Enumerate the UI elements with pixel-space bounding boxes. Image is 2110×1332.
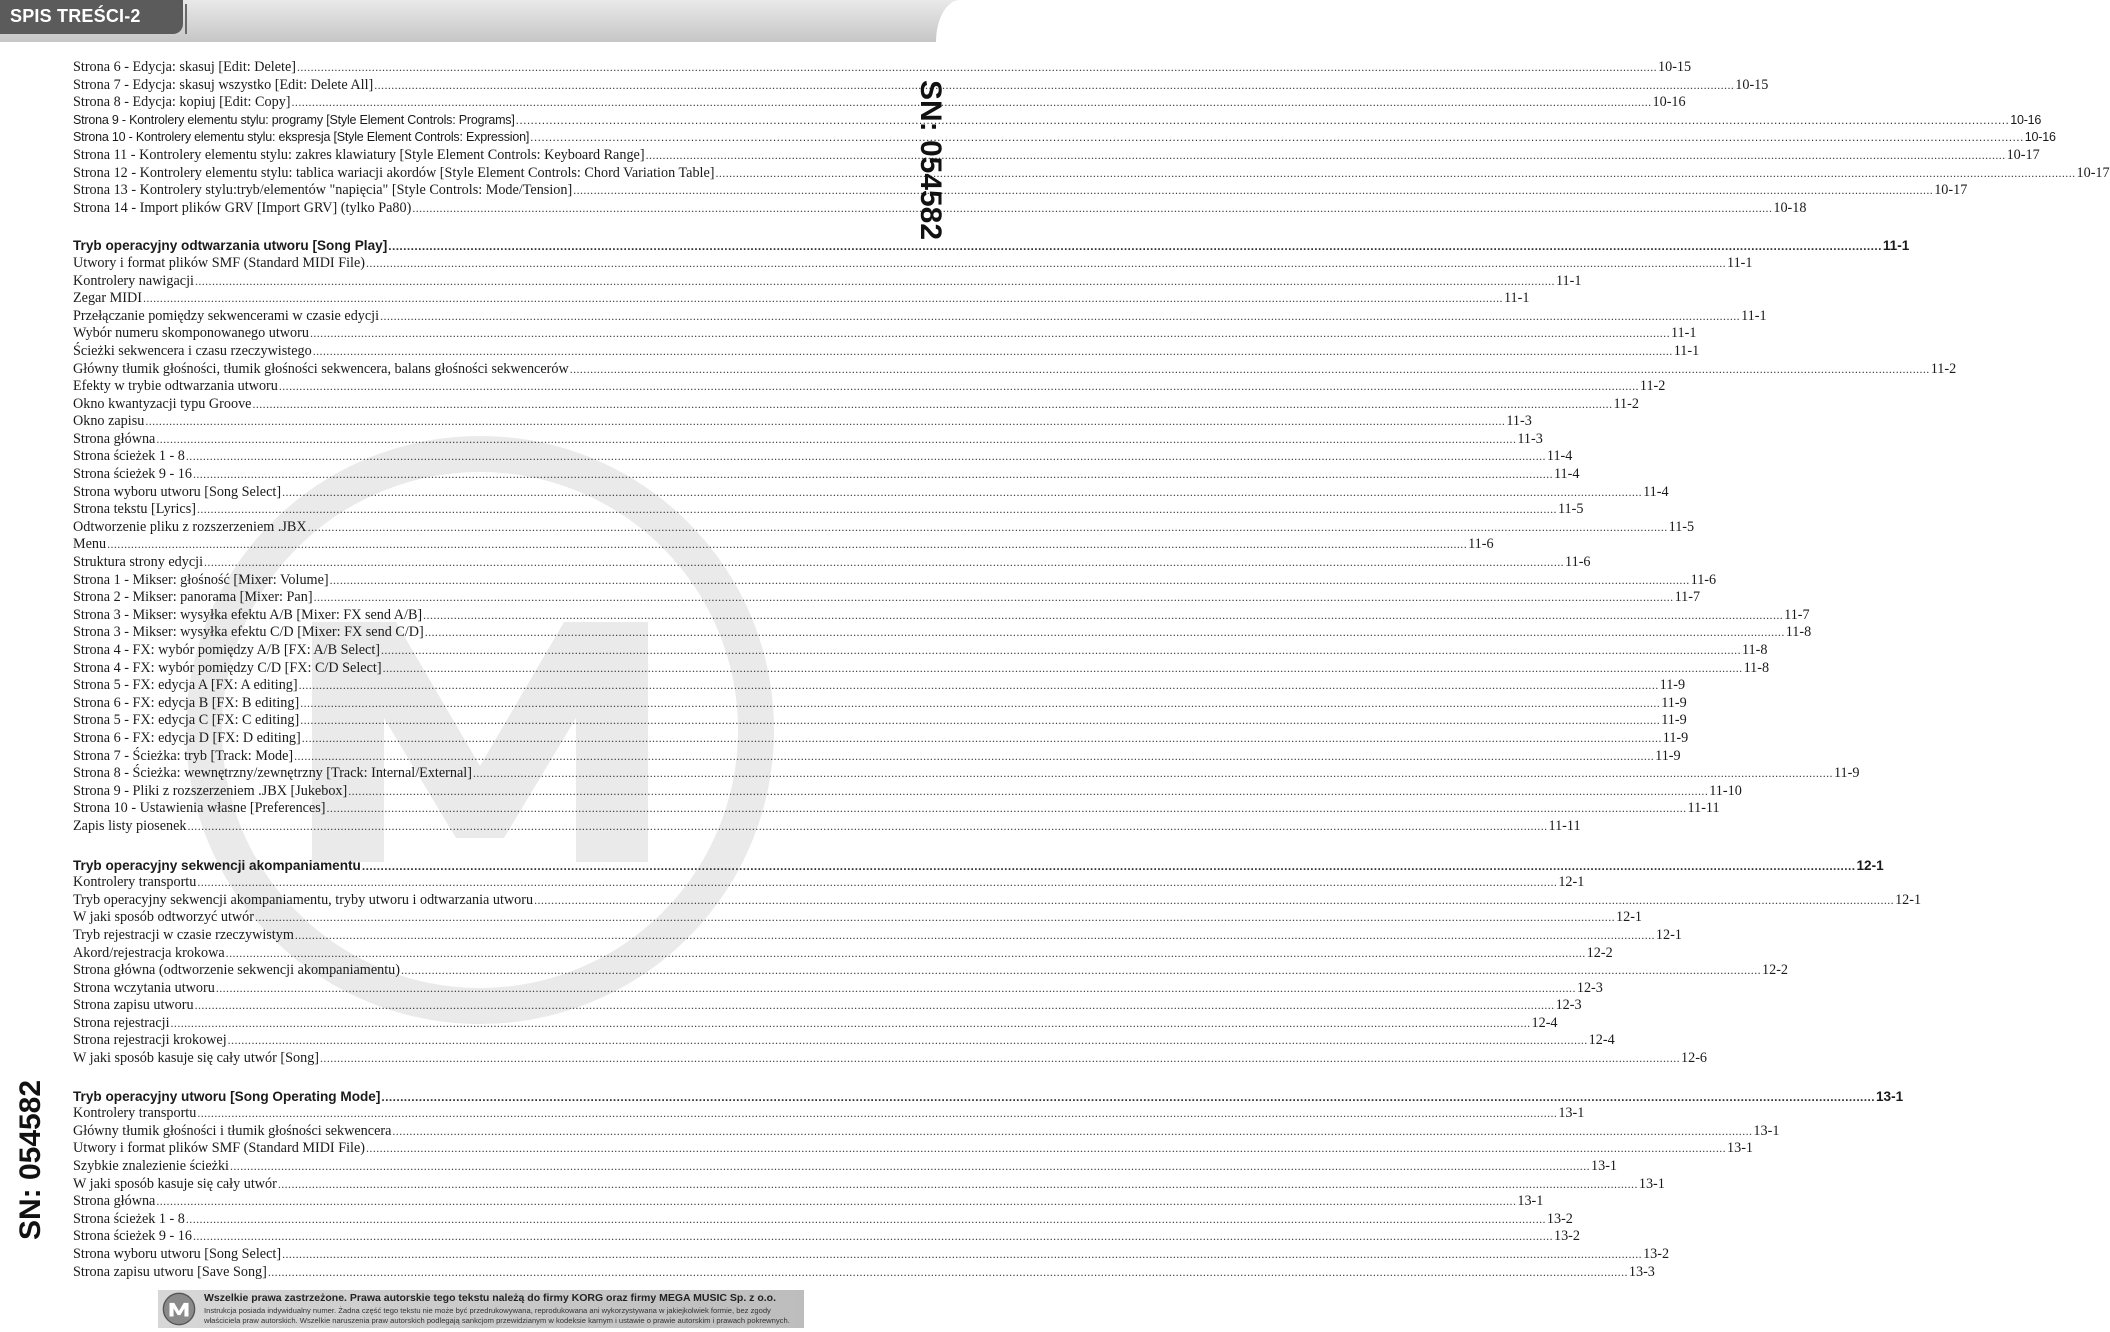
toc-page-number: 11-1	[1503, 290, 1530, 307]
toc-dot-leader: ................................................................................................................................................................................................................................................................................................................................................................................................................	[294, 927, 1655, 942]
toc-page-number: 13-1	[1727, 1140, 1754, 1157]
toc-page-number: 10-16	[2024, 130, 2056, 145]
toc-entry-title: Strona 2 - Mikser: panorama [Mixer: Pan]	[73, 589, 313, 606]
toc-entry	[73, 430, 1543, 449]
toc-entry-title: Strona ścieżek 9 - 16	[73, 1228, 192, 1245]
toc-page-number: 11-4	[1553, 466, 1580, 483]
toc-page-number: 10-17	[2006, 146, 2040, 163]
toc-entry-title: Przełączanie pomiędzy sekwencerami w czasie edycji	[73, 307, 380, 324]
toc-entry-title: Strona 6 - Edycja: skasuj [Edit: Delete]	[73, 59, 296, 75]
toc-entry-title: Zapis listy piosenek	[73, 817, 187, 834]
toc-dot-leader: ................................................................................................................................................................................................................................................................................................................................................................................................................	[278, 379, 1639, 394]
toc-entry-title: Główny tłumik głośności i tłumik głośności sekwencera	[73, 1122, 392, 1139]
toc-page-number: 11-4	[1643, 483, 1669, 500]
toc-entry-title: Tryb operacyjny sekwencji akompaniamentu, tryby utworu i odtwarzania utworu	[73, 891, 534, 908]
toc-dot-leader: ................................................................................................................................................................................................................................................................................................................................................................................................................	[192, 467, 1553, 482]
page-title: SPIS TREŚCI-2	[10, 6, 141, 26]
toc-page-number: 10-17	[1934, 182, 1968, 199]
toc-entry-title: Strona 4 - FX: wybór pomiędzy A/B [FX: A/B Select]	[73, 642, 380, 658]
toc-page-number: 12-6	[1681, 1050, 1708, 1067]
toc-page-number: 11-7	[1784, 606, 1810, 623]
toc-section-heading	[73, 237, 1910, 255]
toc-entry-title: Strona 3 - Mikser: wysyłka efektu A/B [Mixer: FX send A/B]	[73, 606, 423, 623]
footer-copyright-line: Wszelkie prawa zastrzeżone. Prawa autorskie tego tekstu należą do firmy KORG oraz firmy MEGA MUSIC Sp. z o.o.	[204, 1292, 776, 1304]
toc-entry	[73, 624, 1812, 642]
toc-dot-leader: ................................................................................................................................................................................................................................................................................................................................................................................................................	[300, 695, 1661, 710]
toc-page-number: 13-3	[1628, 1263, 1655, 1280]
toc-dot-leader: ................................................................................................................................................................................................................................................................................................................................................................................................................	[194, 998, 1555, 1013]
toc-entry-title: Kontrolery transportu	[73, 874, 197, 891]
serial-number-left: SN: 054582	[14, 1079, 47, 1241]
toc-entry	[73, 571, 1717, 590]
toc-entry	[73, 164, 2110, 183]
toc-entry	[73, 1122, 1780, 1141]
toc-entry	[73, 1032, 1615, 1050]
toc-entry	[73, 290, 1530, 308]
toc-entry	[73, 765, 1860, 783]
toc-dot-leader: ................................................................................................................................................................................................................................................................................................................................................................................................................	[107, 537, 1468, 552]
toc-dot-leader: ................................................................................................................................................................................................................................................................................................................................................................................................................	[374, 77, 1735, 92]
toc-entry-title: Wybór numeru skomponowanego utworu	[73, 325, 309, 342]
toc-entry-title: Strona główna (odtworzenie sekwencji akompaniamentu)	[73, 962, 400, 979]
toc-entry-title: Strona zapisu utworu [Save Song]	[73, 1263, 267, 1280]
toc-dot-leader: ................................................................................................................................................................................................................................................................................................................................................................................................................	[282, 484, 1643, 499]
toc-entry	[73, 254, 1753, 273]
toc-entry-title: W jaki sposób kasuje się cały utwór	[73, 1175, 277, 1192]
toc-dot-leader: ................................................................................................................................................................................................................................................................................................................................................................................................................	[313, 590, 1674, 605]
toc-entry	[73, 1263, 1655, 1282]
toc-entry-title: Strona 6 - FX: edycja B [FX: B editing]	[73, 694, 300, 711]
toc-page-number: 11-8	[1785, 624, 1812, 641]
toc-dot-leader: ................................................................................................................................................................................................................................................................................................................................................................................................................	[326, 801, 1687, 816]
toc-entry-title: Strona 5 - FX: edycja C [FX: C editing]	[73, 712, 300, 729]
toc-dot-leader: ................................................................................................................................................................................................................................................................................................................................................................................................................	[380, 308, 1741, 323]
toc-dot-leader: ................................................................................................................................................................................................................................................................................................................................................................................................................	[573, 183, 1934, 198]
toc-dot-leader: ................................................................................................................................................................................................................................................................................................................................................................................................................	[300, 713, 1661, 728]
toc-entry-title: Strona wczytania utworu	[73, 979, 215, 996]
toc-dot-leader: ................................................................................................................................................................................................................................................................................................................................................................................................................	[645, 147, 2006, 162]
toc-entry	[73, 677, 1686, 695]
toc-dot-leader: ................................................................................................................................................................................................................................................................................................................................................................................................................	[197, 875, 1558, 890]
section-spacer	[73, 217, 852, 237]
toc-entry	[73, 1158, 1618, 1176]
toc-entry-title: Strona 9 - Kontrolery elementu stylu: programy [Style Element Controls: Programs]	[73, 112, 515, 127]
toc-page-number: 12-1	[1558, 874, 1585, 891]
toc-dot-leader: ................................................................................................................................................................................................................................................................................................................................................................................................................	[348, 783, 1709, 798]
toc-page-number: 10-15	[1735, 76, 1769, 93]
toc-entry-title: Strona 3 - Mikser: wysyłka efektu C/D [Mixer: FX send C/D]	[73, 624, 424, 641]
mega-music-logo-icon	[162, 1292, 196, 1326]
toc-dot-leader: ................................................................................................................................................................................................................................................................................................................................................................................................................	[145, 414, 1506, 429]
toc-entry-title: W jaki sposób kasuje się cały utwór [Song]	[73, 1050, 320, 1067]
toc-page-number: 11-11	[1548, 817, 1581, 834]
toc-entry-title: Okno zapisu	[73, 413, 145, 430]
toc-entry	[73, 378, 1666, 396]
toc-entry	[73, 747, 1681, 766]
toc-entry-title: Strona rejestracji krokowej	[73, 1032, 227, 1049]
toc-entry	[73, 342, 1700, 361]
toc-dot-leader: ................................................................................................................................................................................................................................................................................................................................................................................................................	[530, 130, 2024, 145]
toc-entry-title: Utwory i format plików SMF (Standard MIDI File)	[73, 254, 366, 271]
toc-entry	[73, 1014, 1558, 1033]
toc-dot-leader: ................................................................................................................................................................................................................................................................................................................................................................................................................	[194, 273, 1555, 288]
toc-entry	[73, 642, 1768, 660]
toc-entry-title: Strona 7 - Ścieżka: tryb [Track: Mode]	[73, 747, 294, 764]
toc-dot-leader: ................................................................................................................................................................................................................................................................................................................................................................................................................	[382, 660, 1743, 675]
toc-dot-leader: ................................................................................................................................................................................................................................................................................................................................................................................................................	[361, 858, 1856, 873]
toc-dot-leader: ................................................................................................................................................................................................................................................................................................................................................................................................................	[366, 1141, 1727, 1156]
toc-entry-title: Strona 7 - Edycja: skasuj wszystko [Edit: Delete All]	[73, 76, 374, 93]
toc-page-number: 11-9	[1655, 747, 1681, 764]
toc-entry	[73, 1210, 1573, 1229]
toc-dot-leader: ................................................................................................................................................................................................................................................................................................................................................................................................................	[197, 1106, 1558, 1121]
toc-entry	[73, 1193, 1544, 1211]
toc-page-number: 11-1	[1555, 272, 1582, 289]
toc-entry-title: Strona główna	[73, 1193, 156, 1210]
toc-entry	[73, 659, 1770, 678]
toc-page-number: 11-5	[1557, 501, 1584, 518]
toc-dot-leader: ................................................................................................................................................................................................................................................................................................................................................................................................................	[225, 945, 1586, 960]
toc-entry-title: Strona 4 - FX: wybór pomiędzy C/D [FX: C/D Select]	[73, 659, 382, 676]
toc-entry	[73, 712, 1687, 730]
toc-page-number: 10-16	[1652, 94, 1686, 111]
toc-entry	[73, 76, 1769, 95]
toc-entry	[73, 1105, 1585, 1123]
toc-entry	[73, 782, 1742, 801]
toc-entry-title: Szybkie znalezienie ścieżki	[73, 1158, 229, 1175]
toc-dot-leader: ................................................................................................................................................................................................................................................................................................................................................................................................................	[329, 572, 1690, 587]
toc-dot-leader: ................................................................................................................................................................................................................................................................................................................................................................................................................	[412, 200, 1773, 215]
toc-entry	[73, 1175, 1665, 1194]
toc-dot-leader: ................................................................................................................................................................................................................................................................................................................................................................................................................	[309, 326, 1670, 341]
toc-page-number: 13-1	[1753, 1122, 1780, 1139]
toc-entry	[73, 817, 1581, 836]
toc-entry-title: Strona 8 - Ścieżka: wewnętrzny/zewnętrzny [Track: Internal/External]	[73, 765, 472, 782]
toc-page-number: 11-6	[1690, 571, 1717, 588]
toc-entry	[73, 979, 1603, 998]
toc-page-number: 11-1	[1741, 307, 1767, 324]
toc-page-number: 10-16	[2010, 112, 2042, 127]
toc-entry-title: Struktura strony edycji	[73, 554, 204, 571]
toc-page-number: 12-1	[1895, 891, 1922, 908]
toc-page-number: 11-6	[1565, 554, 1591, 571]
toc-dot-leader: ................................................................................................................................................................................................................................................................................................................................................................................................................	[715, 165, 2076, 180]
toc-entry-title: Strona ścieżek 1 - 8	[73, 448, 185, 465]
toc-entry	[73, 694, 1687, 713]
toc-entry	[73, 1246, 1670, 1264]
toc-entry	[73, 1050, 1708, 1068]
header-divider	[185, 4, 187, 34]
toc-entry-title: Strona 5 - FX: edycja A [FX: A editing]	[73, 677, 298, 694]
toc-entry-title: Tryb operacyjny sekwencji akompaniamentu	[73, 857, 361, 873]
toc-page-number: 13-1	[1517, 1193, 1544, 1210]
toc-dot-leader: ................................................................................................................................................................................................................................................................................................................................................................................................................	[227, 1033, 1588, 1048]
toc-page-number: 12-4	[1588, 1032, 1615, 1049]
toc-page-number: 13-2	[1546, 1210, 1573, 1227]
page-header	[0, 0, 960, 42]
toc-page-number: 11-9	[1661, 694, 1687, 711]
toc-entry-title: Akord/rejestracja krokowa	[73, 944, 225, 961]
toc-entry-title: Tryb operacyjny utworu [Song Operating Mode]	[73, 1088, 381, 1104]
toc-entry-title: W jaki sposób odtworzyć utwór	[73, 909, 254, 926]
toc-entry	[73, 129, 2056, 147]
toc-dot-leader: ................................................................................................................................................................................................................................................................................................................................................................................................................	[142, 291, 1503, 306]
toc-page-number: 11-3	[1506, 413, 1532, 430]
toc-dot-leader: ................................................................................................................................................................................................................................................................................................................................................................................................................	[424, 625, 1785, 640]
toc-page-number: 11-7	[1674, 589, 1701, 606]
toc-page-number: 13-1	[1638, 1175, 1665, 1192]
toc-page-number: 11-2	[1639, 378, 1666, 395]
toc-page-number: 11-11	[1687, 800, 1720, 817]
toc-dot-leader: ................................................................................................................................................................................................................................................................................................................................................................................................................	[392, 1123, 1753, 1138]
toc-entry	[73, 501, 1584, 519]
toc-dot-leader: ................................................................................................................................................................................................................................................................................................................................................................................................................	[252, 396, 1613, 411]
toc-entry	[73, 926, 1682, 945]
toc-entry	[73, 729, 1689, 748]
toc-entry-title: Zegar MIDI	[73, 290, 142, 307]
toc-page-number: 13-1	[1876, 1088, 1904, 1104]
toc-dot-leader: ................................................................................................................................................................................................................................................................................................................................................................................................................	[380, 643, 1741, 657]
toc-page-number: 13-1	[1591, 1158, 1618, 1175]
toc-dot-leader: ................................................................................................................................................................................................................................................................................................................................................................................................................	[312, 343, 1673, 358]
toc-page-number: 10-17	[2076, 164, 2110, 181]
toc-section-heading	[73, 1088, 1904, 1106]
toc-entry-title: Strona wyboru utworu [Song Select]	[73, 483, 282, 500]
toc-dot-leader: ................................................................................................................................................................................................................................................................................................................................................................................................................	[472, 766, 1833, 781]
toc-entry	[73, 944, 1613, 963]
toc-page-number: 11-8	[1743, 659, 1770, 676]
toc-dot-leader: ................................................................................................................................................................................................................................................................................................................................................................................................................	[196, 502, 1557, 517]
copyright-footer	[158, 1290, 804, 1328]
toc-entry-title: Strona 13 - Kontrolery stylu:tryb/elementów "napięcia" [Style Controls: Mode/Tension]	[73, 182, 573, 199]
toc-entry	[73, 182, 1968, 200]
toc-dot-leader: ................................................................................................................................................................................................................................................................................................................................................................................................................	[230, 1159, 1590, 1174]
toc-page-number: 11-2	[1930, 360, 1957, 377]
toc-entry	[73, 199, 1807, 218]
toc-entry-title: Tryb rejestracji w czasie rzeczywistym	[73, 926, 294, 943]
toc-entry	[73, 146, 2040, 165]
toc-dot-leader: ................................................................................................................................................................................................................................................................................................................................................................................................................	[307, 519, 1668, 534]
toc-dot-leader: ................................................................................................................................................................................................................................................................................................................................................................................................................	[255, 910, 1615, 925]
toc-page-number: 12-2	[1762, 962, 1789, 979]
toc-dot-leader: ................................................................................................................................................................................................................................................................................................................................................................................................................	[320, 1051, 1681, 1066]
section-spacer	[73, 836, 852, 857]
toc-entry-title: Strona 1 - Mikser: głośność [Mixer: Volume]	[73, 571, 329, 588]
toc-entry-title: Strona ścieżek 9 - 16	[73, 466, 192, 483]
toc-section-heading	[73, 857, 1884, 875]
toc-dot-leader: ................................................................................................................................................................................................................................................................................................................................................................................................................	[204, 555, 1565, 570]
toc-entry-title: Strona 12 - Kontrolery elementu stylu: tablica wariacji akordów [Style Element Controls: Chord Variation Table]	[73, 164, 715, 181]
toc-page-number: 11-10	[1709, 782, 1742, 799]
toc-dot-leader: ................................................................................................................................................................................................................................................................................................................................................................................................................	[185, 1211, 1546, 1226]
toc-page-number: 11-3	[1517, 430, 1543, 447]
toc-page-number: 11-5	[1668, 518, 1695, 535]
toc-entry-title: Strona 6 - FX: edycja D [FX: D editing]	[73, 729, 301, 746]
toc-entry-title: Efekty w trybie odtwarzania utworu	[73, 378, 278, 395]
toc-entry-title: Menu	[73, 536, 107, 553]
toc-page-number: 12-2	[1586, 944, 1613, 961]
toc-entry	[73, 518, 1695, 537]
toc-dot-leader: ................................................................................................................................................................................................................................................................................................................................................................................................................	[267, 1264, 1628, 1279]
toc-entry-title: Strona główna	[73, 430, 156, 447]
toc-entry-title: Odtworzenie pliku z rozszerzeniem .JBX	[73, 518, 307, 535]
toc-entry	[73, 909, 1643, 927]
toc-entry-title: Strona rejestracji	[73, 1014, 170, 1031]
toc-entry	[73, 395, 1639, 414]
toc-entry-title: Utwory i format plików SMF (Standard MIDI File)	[73, 1140, 366, 1157]
toc-entry	[73, 448, 1573, 466]
toc-entry-title: Kontrolery transportu	[73, 1105, 197, 1122]
toc-page-number: 11-9	[1662, 729, 1689, 746]
toc-dot-leader: ................................................................................................................................................................................................................................................................................................................................................................................................................	[388, 239, 1882, 254]
toc-entry-title: Strona 11 - Kontrolery elementu stylu: zakres klawiatury [Style Element Controls: Keyboard Range]	[73, 146, 645, 163]
toc-entry-title: Główny tłumik głośności, tłumik głośności sekwencera, balans głośności sekwencerów	[73, 360, 569, 377]
toc-page-number: 11-8	[1741, 642, 1768, 658]
toc-page-number: 11-1	[1882, 238, 1910, 254]
toc-dot-leader: ................................................................................................................................................................................................................................................................................................................................................................................................................	[294, 748, 1655, 763]
toc-entry	[73, 589, 1701, 607]
toc-entry-title: Tryb operacyjny odtwarzania utworu [Song Play]	[73, 238, 388, 254]
toc-page-number: 12-3	[1576, 979, 1603, 996]
toc-entry	[73, 962, 1789, 980]
toc-entry	[73, 360, 1957, 379]
toc-page-number: 12-4	[1531, 1014, 1558, 1031]
toc-dot-leader: ................................................................................................................................................................................................................................................................................................................................................................................................................	[569, 361, 1930, 376]
toc-page-number: 12-1	[1616, 909, 1643, 926]
toc-entry	[73, 413, 1532, 431]
toc-page-number: 11-9	[1661, 712, 1687, 729]
toc-dot-leader: ................................................................................................................................................................................................................................................................................................................................................................................................................	[515, 112, 2010, 127]
toc-entry	[73, 874, 1585, 892]
toc-entry-title: Strona 14 - Import plików GRV [Import GRV] (tylko Pa80)	[73, 199, 412, 216]
toc-entry	[73, 997, 1582, 1015]
toc-page-number: 10-15	[1658, 59, 1692, 75]
toc-dot-leader: ................................................................................................................................................................................................................................................................................................................................................................................................................	[423, 607, 1784, 622]
toc-entry-title: Strona zapisu utworu	[73, 997, 194, 1014]
toc-page-number: 13-2	[1643, 1246, 1670, 1262]
toc-entry	[73, 466, 1580, 484]
toc-entry-title: Strona 8 - Edycja: kopiuj [Edit: Copy]	[73, 94, 291, 111]
toc-entry	[73, 272, 1582, 291]
toc-entry	[73, 606, 1810, 625]
toc-dot-leader: ................................................................................................................................................................................................................................................................................................................................................................................................................	[297, 60, 1657, 74]
toc-dot-leader: ................................................................................................................................................................................................................................................................................................................................................................................................................	[185, 449, 1546, 464]
toc-entry	[73, 554, 1591, 572]
toc-dot-leader: ................................................................................................................................................................................................................................................................................................................................................................................................................	[534, 892, 1895, 907]
footer-notice-line: Instrukcja posiada indywidualny numer. Żadna część tego tekstu nie może być przedrukowywana, reprodukowana ani wykorzystywana w jakiejkolwiek formie, bez zgody	[204, 1306, 771, 1315]
toc-dot-leader: ................................................................................................................................................................................................................................................................................................................................................................................................................	[301, 730, 1662, 745]
toc-dot-leader: ................................................................................................................................................................................................................................................................................................................................................................................................................	[192, 1229, 1553, 1244]
toc-page-number: 13-1	[1558, 1105, 1585, 1122]
toc-page-number: 12-1	[1655, 926, 1682, 943]
toc-dot-leader: ................................................................................................................................................................................................................................................................................................................................................................................................................	[366, 255, 1727, 270]
toc-entry-title: Ścieżki sekwencera i czasu rzeczywistego	[73, 342, 312, 359]
toc-page-number: 12-3	[1555, 997, 1582, 1014]
toc-entry-title: Strona ścieżek 1 - 8	[73, 1210, 185, 1227]
toc-page-number: 12-1	[1856, 857, 1884, 873]
toc-page-number: 11-1	[1673, 342, 1700, 359]
toc-entry	[73, 1140, 1754, 1158]
toc-page-number: 11-9	[1659, 677, 1686, 694]
toc-entry	[73, 59, 1692, 77]
footer-notice-line: właściciela praw autorskich. Wszelkie naruszenia praw autorskich podlegają sankcjom przewidzianym w kodeksie karnym i ustawie o prawie autorskim i prawach pokrewnych.	[204, 1316, 790, 1325]
toc-dot-leader: ................................................................................................................................................................................................................................................................................................................................................................................................................	[156, 1194, 1517, 1209]
toc-entry	[73, 1228, 1580, 1246]
toc-entry-title: Strona 9 - Pliki z rozszerzeniem .JBX [Jukebox]	[73, 782, 348, 799]
toc-entry	[73, 800, 1720, 818]
toc-dot-leader: ................................................................................................................................................................................................................................................................................................................................................................................................................	[381, 1089, 1875, 1104]
section-spacer	[73, 1068, 852, 1088]
toc-entry	[73, 112, 2042, 130]
toc-entry	[73, 94, 1686, 112]
toc-page-number: 11-1	[1727, 254, 1753, 271]
toc-page-number: 11-6	[1468, 536, 1494, 553]
toc-entry-title: Okno kwantyzacji typu Groove	[73, 395, 252, 412]
toc-dot-leader: ................................................................................................................................................................................................................................................................................................................................................................................................................	[298, 678, 1659, 693]
toc-entry-title: Strona 10 - Kontrolery elementu stylu: ekspresja [Style Element Controls: Expression]	[73, 130, 530, 145]
toc-entry	[73, 325, 1697, 343]
toc-entry	[73, 891, 1922, 910]
toc-entry-title: Strona wyboru utworu [Song Select]	[73, 1246, 282, 1262]
toc-dot-leader: ................................................................................................................................................................................................................................................................................................................................................................................................................	[215, 980, 1576, 995]
toc-dot-leader: ................................................................................................................................................................................................................................................................................................................................................................................................................	[277, 1176, 1638, 1191]
header-tab	[0, 0, 183, 34]
toc-page-number: 11-2	[1613, 395, 1639, 412]
toc-entry	[73, 536, 1494, 554]
toc-dot-leader: ................................................................................................................................................................................................................................................................................................................................................................................................................	[187, 818, 1548, 833]
toc-dot-leader: ................................................................................................................................................................................................................................................................................................................................................................................................................	[401, 963, 1761, 978]
toc-entry	[73, 307, 1767, 326]
toc-dot-leader: ................................................................................................................................................................................................................................................................................................................................................................................................................	[170, 1015, 1531, 1030]
serial-number-right: SN: 054582	[914, 79, 947, 241]
toc-entry-title: Strona 10 - Ustawienia własne [Preferences]	[73, 800, 326, 817]
toc-page-number: 13-2	[1553, 1228, 1580, 1245]
toc-page-number: 11-1	[1670, 325, 1697, 342]
toc-entry-title: Kontrolery nawigacji	[73, 272, 194, 289]
toc-page-number: 10-18	[1773, 199, 1807, 216]
toc-page-number: 11-4	[1546, 448, 1573, 465]
header-corner	[936, 0, 960, 42]
toc-dot-leader: ................................................................................................................................................................................................................................................................................................................................................................................................................	[282, 1247, 1643, 1261]
toc-entry	[73, 483, 1669, 502]
toc-page-number: 11-9	[1833, 765, 1860, 782]
toc-entry-title: Strona tekstu [Lyrics]	[73, 501, 196, 518]
toc-dot-leader: ................................................................................................................................................................................................................................................................................................................................................................................................................	[156, 431, 1517, 446]
toc-dot-leader: ................................................................................................................................................................................................................................................................................................................................................................................................................	[291, 95, 1652, 110]
